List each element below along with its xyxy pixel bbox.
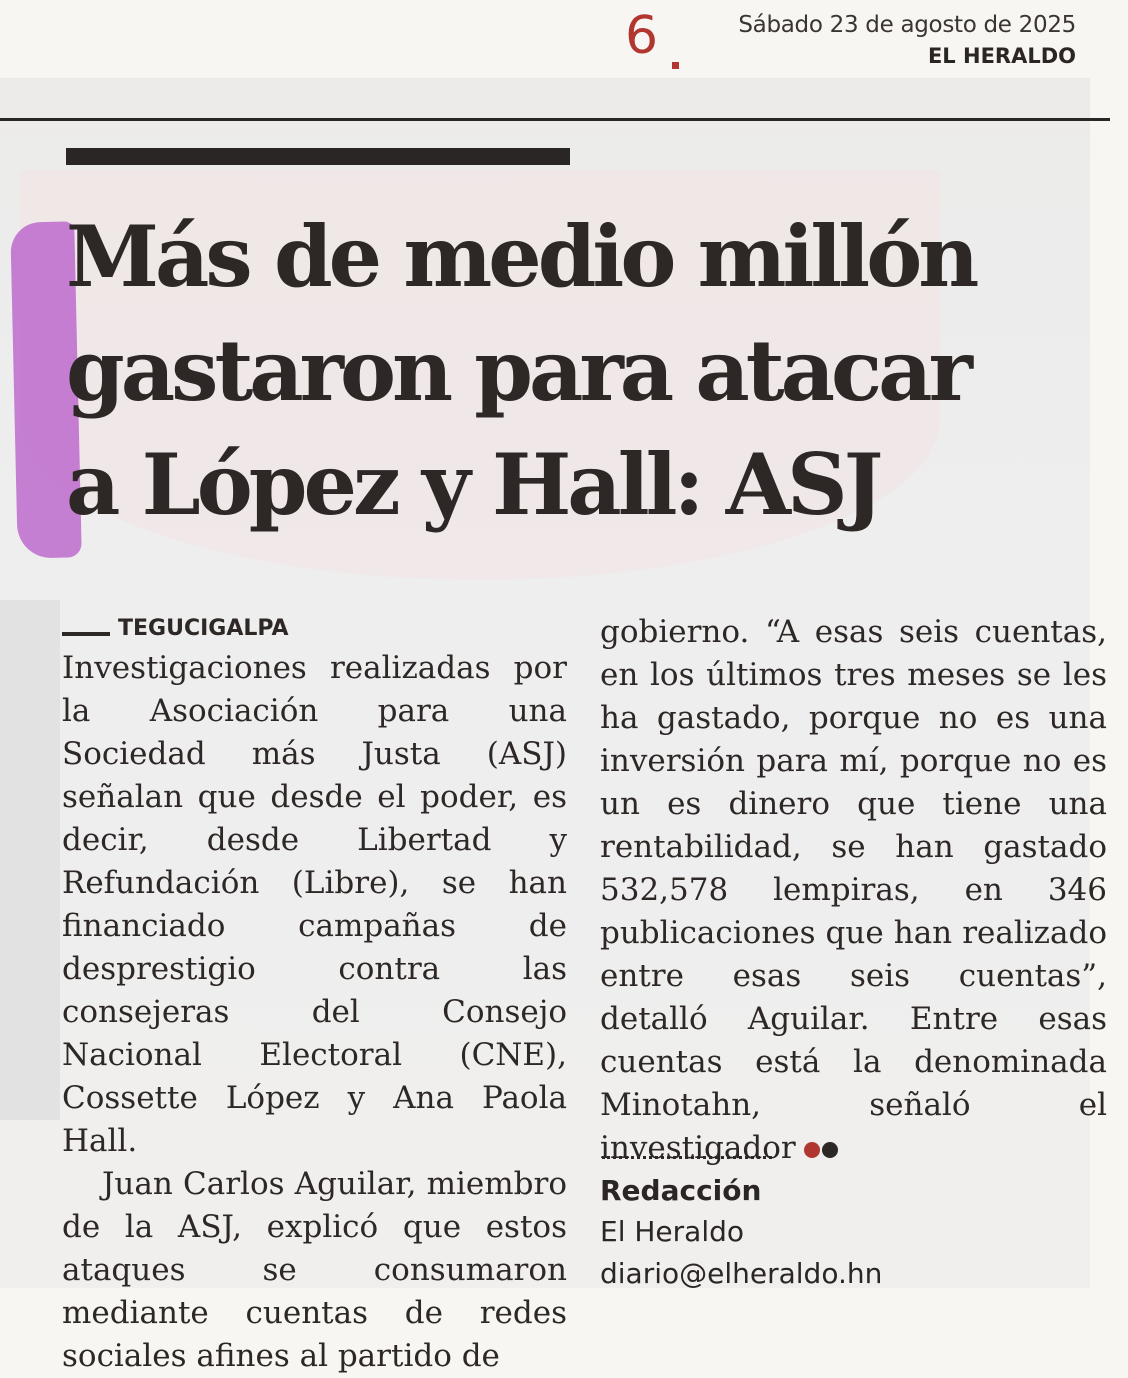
newspaper-name: EL HERALDO: [927, 44, 1076, 68]
issue-date: Sábado 23 de agosto de 2025: [738, 12, 1076, 38]
headline: [66, 200, 1116, 542]
dateline-text: TEGUCIGALPA: [118, 616, 289, 641]
signoff: [600, 1150, 1100, 1295]
author-email[interactable]: diario@elheraldo.hn: [600, 1257, 883, 1290]
header-rule: [0, 118, 1110, 121]
paragraph-text: gobierno. “A esas seis cuentas, en los últimos tres meses se les ha gastado, porque no es una inversión para mí, porque no es un es dinero que tiene una rentabilidad, se han gastado 532,578 lempiras, en 346 publicaciones que han realizado entre esas seis cuentas”, detalló Aguilar. Entre esas cuentas está la denominada Minotahn, señaló el investigador: [600, 614, 1107, 1166]
outlet: El Heraldo: [600, 1215, 745, 1248]
paragraph: Juan Carlos Aguilar, miembro de la ASJ, explicó que estos ataques se consumaron mediante cuentas de redes sociales afines al partido de: [62, 1166, 567, 1374]
section-bar: [66, 148, 570, 165]
background-ghost-left: [0, 600, 60, 1120]
page-number: 6: [625, 6, 659, 66]
headline-line: a López y Hall: ASJ: [66, 435, 880, 534]
headline-line: gastaron para atacar: [66, 321, 969, 420]
signoff-rule: [602, 1156, 772, 1159]
dateline: [62, 611, 567, 647]
author: Redacción: [600, 1174, 762, 1207]
paragraph: Investigaciones realizadas por la Asociación para una Sociedad más Justa (ASJ) señalan que desde el poder, es decir, desde Libertad y Refundación (Libre), se han financiado campañas de desprestigio contra las consejeras del Consejo Nacional Electoral (CNE), Cossette López y Ana Paola Hall.: [62, 650, 567, 1159]
headline-line: Más de medio millón: [66, 207, 976, 306]
article-column-left: [62, 611, 567, 1378]
article-column-right: [600, 611, 1107, 1170]
paragraph-continued: [600, 611, 1107, 1170]
page-number-dot: [672, 62, 679, 69]
dateline-rule: [62, 632, 110, 636]
